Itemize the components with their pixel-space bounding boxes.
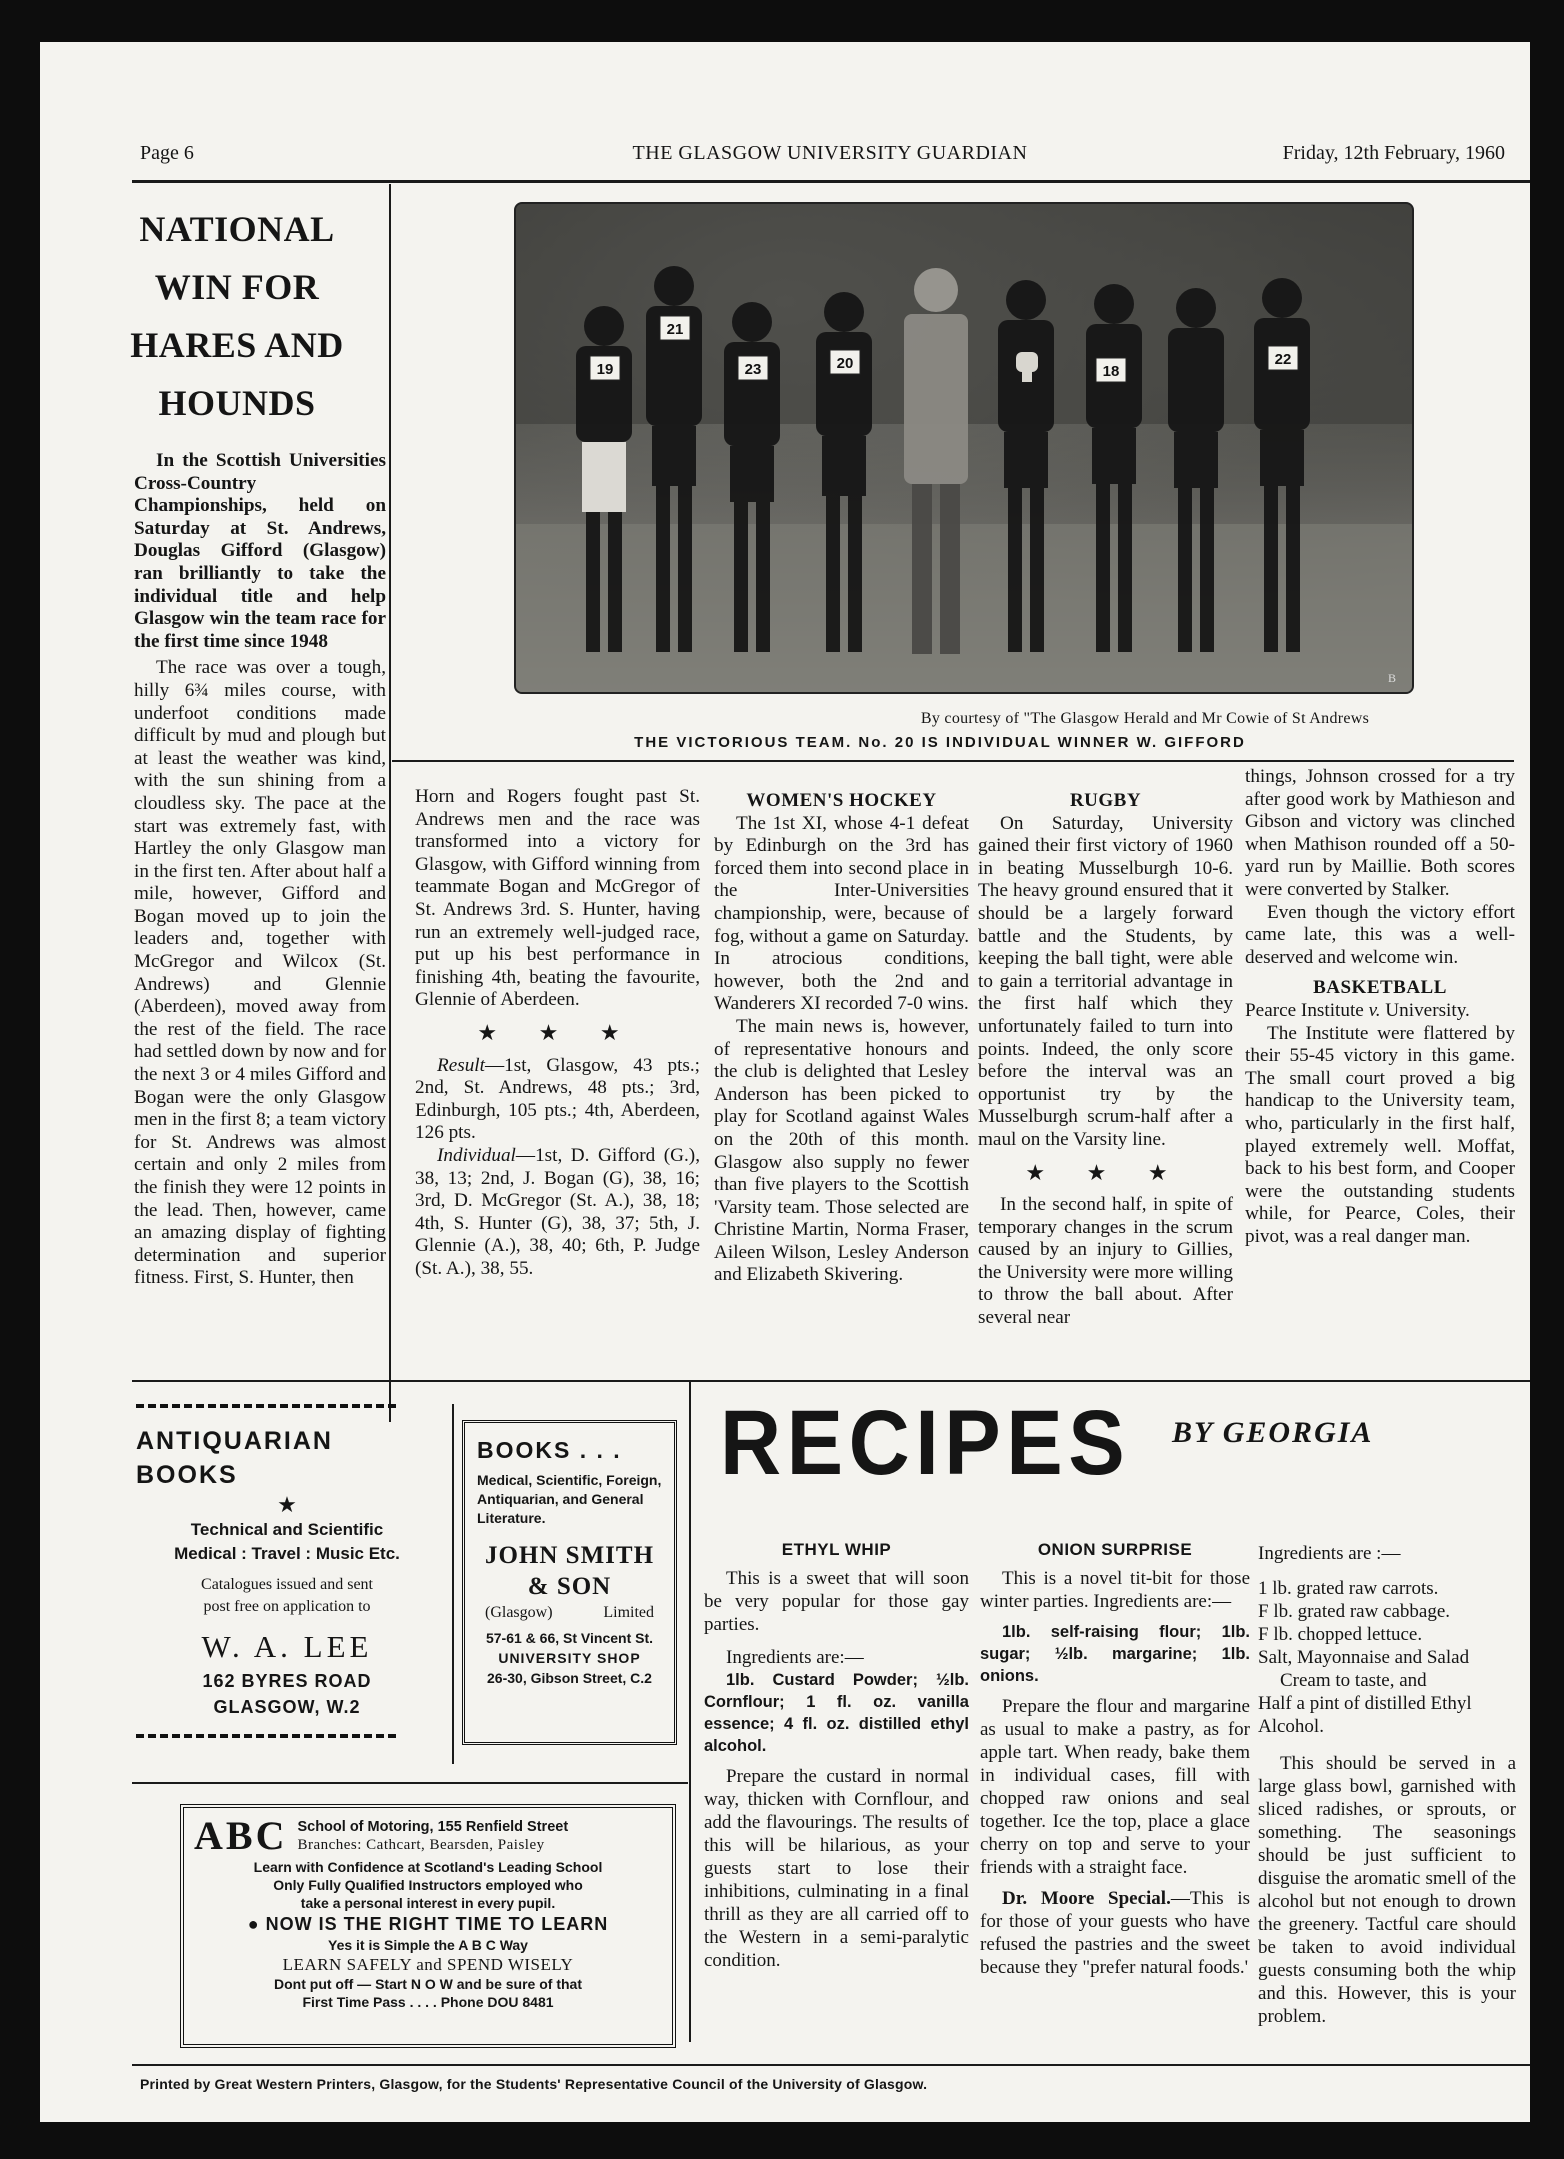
team-photo xyxy=(514,202,1414,694)
ethyl-whip-title: ETHYL WHIP xyxy=(781,1540,892,1559)
bib-number: 21 xyxy=(666,321,684,338)
rugby-p4: Even though the victory effort came late, this was a well-deserved and welcome win. xyxy=(1245,901,1515,968)
moore-ingredients-intro: Ingredients are :— xyxy=(1258,1543,1401,1564)
ad-star: ★ xyxy=(277,1492,297,1517)
rugby-p2: In the second half, in spite of temporary changes in the scrum caused by an injury to Gillies, the University were more willing to throw the ball about. After several near xyxy=(978,1194,1233,1329)
newspaper-page xyxy=(40,42,1530,2122)
individual-label: Individual xyxy=(437,1144,516,1166)
basketball-subtitle xyxy=(1245,1000,1515,1023)
ads-divider xyxy=(689,1382,691,2042)
bib-number: 22 xyxy=(1274,351,1292,368)
ad-books-sub xyxy=(477,1602,662,1624)
photo-caption: THE VICTORIOUS TEAM. No. 20 IS INDIVIDUAL WINNER W. GIFFORD xyxy=(634,734,1246,751)
ethyl-whip-ingredients: 1lb. Custard Powder; ½lb. Cornflour; 1 fl. oz. vanilla essence; 4 fl. oz. distilled ethyl alcohol. xyxy=(704,1671,969,1755)
ad-books-address: UNIVERSITY SHOP xyxy=(498,1650,641,1666)
ad-antiquarian-title-1: ANTIQUARIAN xyxy=(136,1427,333,1455)
section-stars: ★ ★ ★ xyxy=(477,1019,638,1045)
ad-dash xyxy=(136,1404,396,1408)
ad-abc-line: School of Motoring, 155 Renfield Street xyxy=(297,1819,569,1835)
moore-text: —This is for those of your guests who have refused the pastries and the sweet because they "prefer natural foods.' xyxy=(980,1888,1250,1978)
ad-abc-address xyxy=(297,1818,568,1854)
footer-rule xyxy=(132,2064,1530,2066)
recipe-ethyl-whip xyxy=(704,1538,969,1972)
ad-john-smith-books xyxy=(462,1420,677,1745)
onion-surprise-title: ONION SURPRISE xyxy=(1037,1540,1193,1559)
ad-abc-cta-text: NOW IS THE RIGHT TIME TO LEARN xyxy=(265,1914,609,1934)
article-body-2: Horn and Rogers fought past St. Andrews men and the race was transformed into a victory for Glasgow, with Gifford winning from teammate Bogan and McGregor of St. Andrews 3rd. S. Hunter, having run an extremely well-judged race, put up his best performance in finishing 4th, beating the favourite, Glennie of Aberdeen. xyxy=(415,786,700,1011)
ad-antiquarian-title-2: BOOKS xyxy=(136,1461,238,1489)
ad-rule xyxy=(132,1782,688,1784)
list-item: F lb. grated raw cabbage. xyxy=(1258,1601,1451,1622)
masthead-title: THE GLASGOW UNIVERSITY GUARDIAN xyxy=(632,142,1028,164)
hockey-column xyxy=(714,790,969,1287)
ad-abc-header xyxy=(194,1813,662,1858)
bib-number: 19 xyxy=(596,361,614,378)
ethyl-whip-p1: This is a sweet that will soon be very popular for those gay parties. xyxy=(704,1568,969,1635)
rugby-stars: ★ ★ ★ xyxy=(1025,1159,1186,1185)
ad-books-sub-right: Limited xyxy=(603,1604,654,1621)
article-column-2 xyxy=(415,786,700,1280)
rugby-column xyxy=(978,790,1233,1330)
ad-abc-line: Learn with Confidence at Scotland's Leading School xyxy=(253,1859,603,1875)
rugby-title: RUGBY xyxy=(1069,790,1142,811)
headline-line: HARES AND xyxy=(130,325,344,365)
article-body-1: The race was over a tough, hilly 6¾ miles course, with underfoot conditions made difficult by mud and plough but at least the weather was kind, with the sun shining from a cloudless sky. The pace at the start was extremely fast, with Hartley the only Glasgow man in the first ten. After about half a mile, however, Gifford and Bogan moved up to join the leaders and, together with McGregor and Wilcox (St. Andrews) and Glennie (Aberdeen), moved away from the rest of the field. The race had settled down by now and for the next 3 or 4 miles Gifford and Bogan were the only Glasgow men in the first 8; a team victory for St. Andrews was almost certain and only 2 miles from the finish they were 12 points in the lead. Then, however, came an amazing display of fighting determination and superior fitness. First, S. Hunter, then xyxy=(134,657,386,1289)
ad-books-address: 57-61 & 66, St Vincent St. xyxy=(485,1630,654,1646)
article-lead: In the Scottish Universities Cross-Country Championships, held on Saturday at St. Andrews, Douglas Gifford (Glasgow) ran brilliantly to take the individual title and help Glasgow win the team race for the first time since 1948 xyxy=(134,450,386,652)
caption-rule xyxy=(392,760,1514,762)
ad-dash xyxy=(136,1734,396,1738)
bib-number: 20 xyxy=(836,355,854,372)
footer-imprint: Printed by Great Western Printers, Glasgow, for the Students' Representative Council of the University of Glasgow. xyxy=(140,2076,928,2092)
masthead-date: Friday, 12th February, 1960 xyxy=(1282,142,1505,164)
ad-abc-line: Branches: Cathcart, Bearsden, Paisley xyxy=(297,1837,545,1853)
ad-books-name-1: JOHN SMITH xyxy=(484,1542,655,1569)
recipes-masthead xyxy=(720,1392,1240,1494)
photo-mark: B xyxy=(1388,671,1397,685)
basketball-p1: The Institute were flattered by their 55-45 victory in this game. The small court proved a big handicap to the University team, who, particularly in the first half, played extremely well. Moffat, back to his best form, and Cooper were the outstanding students while, for Pearce, Coles, their pivot, was a real danger man. xyxy=(1245,1022,1515,1247)
onion-surprise-p1: This is a novel tit-bit for those winter parties. Ingredients are:— xyxy=(980,1568,1250,1612)
ad-divider xyxy=(452,1404,454,1764)
ad-address: GLASGOW, W.2 xyxy=(213,1697,361,1717)
ad-abc-line: First Time Pass . . . . Phone DOU 8481 xyxy=(302,1994,554,2010)
moore-title: Dr. Moore Special. xyxy=(1002,1888,1171,1909)
team-photo-illustration xyxy=(516,204,1412,692)
headline xyxy=(102,200,372,432)
ad-books-desc: Medical, Scientific, Foreign, Antiquarian, and General Literature. xyxy=(477,1472,662,1526)
ad-books-address: 26-30, Gibson Street, C.2 xyxy=(487,1670,652,1686)
result-text: —1st, Glasgow, 43 pts.; 2nd, St. Andrews, 48 pts.; 3rd, Edinburgh, 105 pts.; 4th, Aberdeen, 126 pts. xyxy=(415,1054,700,1144)
ad-books-sub-left: (Glasgow) xyxy=(485,1604,553,1621)
moore-intro xyxy=(980,1887,1250,1979)
column-rule xyxy=(389,184,391,1422)
ad-abc-line: Dont put off — Start N O W and be sure of that xyxy=(274,1976,582,1992)
hockey-p2: The main news is, however, of representative honours and the club is delighted that Lesley Anderson has been picked to play for Scotland against Wales on the 20th of this month. Glasgow also supply no fewer than five players to the Scottish 'Varsity team. Those selected are Christine Martin, Norma Fraser, Aileen Wilson, Lesley Anderson and Elizabeth Skivering. xyxy=(714,1015,969,1286)
headline-line: HOUNDS xyxy=(158,383,316,423)
rugby-p1: On Saturday, University gained their first victory of 1960 in beating Musselburgh 10-6. The heavy ground ensured that it should be a largely forward battle and the Students, by keeping the ball tight, were able to gain a territorial advantage in the first half which they unfortunately failed to turn into points. Indeed, the only score before the interval was an opportunist try by the Musselburgh scrum-half after a maul on the Varsity line. xyxy=(978,812,1233,1150)
bullet-icon: ● xyxy=(247,1914,266,1934)
ad-address: 162 BYRES ROAD xyxy=(202,1671,372,1691)
moore-p1: This should be served in a large glass bowl, garnished with sliced radishes, or sprouts, or something. The seasonings should be just sufficient to disguise the aromatic smell of the alcohol but not enough to drown the greenery. Tactful care should be taken to avoid individual guests consuming both the whip and this. However, this is your problem. xyxy=(1258,1753,1516,2027)
bib-number: 23 xyxy=(744,361,762,378)
rugby-p3: things, Johnson crossed for a try after good work by Mathieson and Gibson and victory was clinched when Mathison rounded off a 50-yard run by Maillie. Both scores were converted by Stalker. xyxy=(1245,766,1515,900)
ad-abc-line: take a personal interest in every pupil. xyxy=(300,1895,556,1911)
ad-abc-brand: ABC xyxy=(194,1813,288,1858)
section-rule xyxy=(132,1380,1530,1382)
recipe-onion-surprise xyxy=(980,1538,1250,1979)
page-number: Page 6 xyxy=(140,142,194,164)
onion-surprise-ingredients: 1lb. self-raising flour; 1lb. sugar; ½lb. margarine; 1lb. onions. xyxy=(980,1623,1250,1685)
basketball-team-b: University. xyxy=(1385,999,1470,1021)
recipes-byline: BY GEORGIA xyxy=(1172,1416,1374,1449)
ad-abc-cta xyxy=(194,1912,662,1936)
headline-line: WIN FOR xyxy=(154,267,320,307)
ad-line: Technical and Scientific xyxy=(190,1520,384,1539)
basketball-team-a: Pearce Institute xyxy=(1245,999,1364,1021)
ad-abc-line: Only Fully Qualified Instructors employed who xyxy=(273,1877,583,1893)
bib-number: 18 xyxy=(1102,363,1120,380)
article-column-1 xyxy=(134,450,386,1290)
recipe-dr-moore xyxy=(1258,1542,1516,2028)
onion-surprise-p2: Prepare the flour and margarine as usual to make a pastry, as for apple tart. When ready, bake them in individual cases, fill with chopped raw onions and seal together. Ice the top, place a glace cherry on top and serve to your friends with a straight face. xyxy=(980,1696,1250,1878)
ad-abc-line: Yes it is Simple the A B C Way xyxy=(328,1937,528,1953)
ad-line: Medical : Travel : Music Etc. xyxy=(174,1544,400,1563)
ad-abc-line: LEARN SAFELY and SPEND WISELY xyxy=(282,1955,574,1974)
list-item: F lb. chopped lettuce. xyxy=(1258,1624,1423,1645)
ad-abc-motoring xyxy=(180,1804,676,2048)
basketball-title: BASKETBALL xyxy=(1313,977,1447,999)
photo-courtesy: By courtesy of "The Glasgow Herald and Mr Cowie of St Andrews xyxy=(920,710,1370,727)
headline-line: NATIONAL xyxy=(139,209,335,249)
individual-text: —1st, D. Gifford (G.), 38, 13; 2nd, J. Bogan (G), 38, 16; 3rd, D. McGregor (St. A.), 38, 18; 4th, S. Hunter (G), 38, 37; 5th, J. Glennie (A.), 38, 40; 6th, P. Judge (St. A.), 38, 55. xyxy=(415,1144,700,1279)
ad-line: Catalogues issued and sent xyxy=(201,1576,373,1593)
list-item: 1 lb. grated raw carrots. xyxy=(1258,1578,1439,1599)
basketball-versus: v. xyxy=(1368,999,1381,1021)
result-label: Result xyxy=(437,1054,485,1076)
ad-antiquarian-name: W. A. LEE xyxy=(201,1629,373,1664)
ad-line: post free on application to xyxy=(203,1598,371,1615)
ethyl-whip-p3: Prepare the custard in normal way, thicken with Cornflour, and add the flavourings. The results of this will be hilarious, as your guests start to lose their inhibitions, culminating in a final thrill as they are all carried off to the Western in a semi-paralytic condition. xyxy=(704,1766,969,1971)
hockey-p1: The 1st XI, whose 4-1 defeat by Edinburgh on the 3rd has forced them into second place in the Inter-Universities championship, were, because of fog, without a game on Saturday. In atrocious conditions, however, both the 2nd and Wanderers XI recorded 7-0 wins. xyxy=(714,812,969,1015)
ad-antiquarian-books xyxy=(136,1404,438,1738)
moore-ingredients-list xyxy=(1258,1577,1516,1738)
ethyl-whip-p2: Ingredients are:— xyxy=(726,1647,864,1668)
list-item: Half a pint of distilled Ethyl Alcohol. xyxy=(1258,1693,1472,1737)
recipes-title: RECIPES xyxy=(720,1392,1131,1494)
rugby-basketball-column xyxy=(1245,766,1515,1248)
masthead-rule xyxy=(132,180,1530,183)
ad-books-title: BOOKS . . . xyxy=(477,1437,622,1463)
ad-books-name-2: & SON xyxy=(527,1573,612,1600)
list-item: Cream to taste, and xyxy=(1280,1670,1427,1691)
hockey-title: WOMEN'S HOCKEY xyxy=(746,790,937,811)
list-item: Salt, Mayonnaise and Salad xyxy=(1258,1647,1470,1668)
